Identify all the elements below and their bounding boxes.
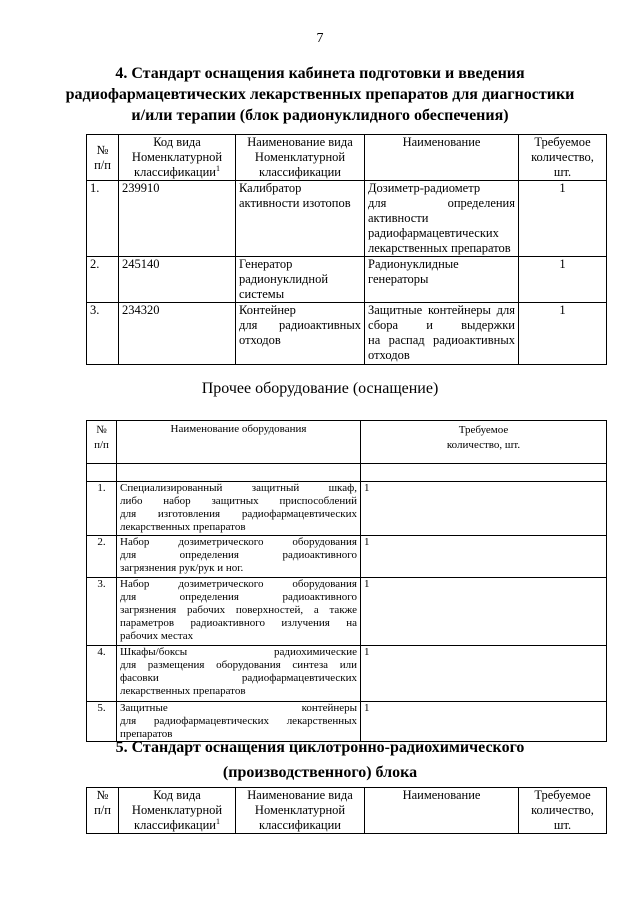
cell-qty: 1 bbox=[361, 702, 607, 742]
header-text bbox=[122, 165, 232, 180]
header-text: Наименование вида bbox=[247, 788, 353, 802]
cell-text: Набор дозиметрического оборудования bbox=[120, 536, 357, 548]
cell-text: радиофармацевтических bbox=[368, 226, 499, 240]
cell-num: 3. bbox=[87, 303, 119, 365]
header-text: классификации bbox=[259, 818, 341, 832]
cell-text: лекарственных препаратов bbox=[120, 521, 246, 533]
table-row bbox=[87, 578, 607, 646]
header-text: Номенклатурной bbox=[131, 803, 223, 817]
header-text: количество, bbox=[531, 150, 594, 164]
other-equipment-title: Прочее оборудование (оснащение) bbox=[201, 380, 439, 397]
header-text: Номенклатурной bbox=[131, 150, 223, 164]
cell-qty: 1 bbox=[361, 646, 607, 702]
section4-title-line: 4. Стандарт оснащения кабинета подготовки и введения bbox=[115, 65, 525, 82]
cell-num: 2. bbox=[87, 536, 117, 578]
cell-text: активности bbox=[368, 211, 429, 225]
cell-text: сбора и выдержки bbox=[368, 318, 515, 332]
cell-name bbox=[117, 536, 361, 578]
cell-text: Шкафы/боксы радиохимические bbox=[120, 646, 357, 658]
section4-table bbox=[86, 134, 607, 365]
table-header-row bbox=[87, 788, 607, 834]
table-row bbox=[87, 536, 607, 578]
header-text: Требуемое bbox=[458, 424, 509, 436]
header-text: № bbox=[96, 788, 109, 802]
header-text: Номенклатурной bbox=[254, 150, 346, 164]
cell-text: для определения bbox=[368, 196, 515, 210]
header-text: классификации bbox=[134, 818, 216, 832]
header-text: шт. bbox=[553, 818, 572, 832]
cell-name bbox=[117, 646, 361, 702]
cell-qty: 1 bbox=[361, 536, 607, 578]
section5-title bbox=[0, 737, 640, 783]
header-text: Требуемое bbox=[534, 135, 591, 149]
other-equipment-table bbox=[86, 420, 607, 742]
cell-text: Калибратор bbox=[239, 181, 302, 195]
cell-text: Защитные контейнеры bbox=[120, 702, 357, 714]
cell-kind bbox=[236, 303, 365, 365]
header-code bbox=[119, 135, 236, 181]
cell-name bbox=[365, 181, 519, 257]
cell-text: Специализированный защитный шкаф, bbox=[120, 482, 357, 494]
header-code bbox=[119, 788, 236, 834]
cell-qty: 1 bbox=[519, 257, 607, 303]
header-name-kind bbox=[236, 788, 365, 834]
cell-text: Дозиметр-радиометр bbox=[368, 181, 481, 195]
cell-text: фасовки радиофармацевтических bbox=[120, 672, 357, 684]
header-text: классификации bbox=[134, 165, 216, 179]
cell-qty: 1 bbox=[519, 181, 607, 257]
cell-text: рабочих местах bbox=[120, 630, 194, 642]
header-qty bbox=[519, 135, 607, 181]
cell-text: генераторы bbox=[368, 272, 429, 286]
cell-text: Защитные контейнеры для bbox=[368, 303, 515, 317]
cell-name bbox=[365, 257, 519, 303]
header-text: № bbox=[96, 142, 109, 157]
header-name: Наименование оборудования bbox=[117, 421, 361, 464]
cell-kind bbox=[236, 181, 365, 257]
header-qty bbox=[361, 421, 607, 464]
cell-text: отходов bbox=[368, 348, 410, 362]
cell-name bbox=[117, 578, 361, 646]
cell-text: Радионуклидные bbox=[368, 257, 459, 271]
cell-text: на распад радиоактивных bbox=[368, 333, 515, 347]
cell-text: системы bbox=[239, 287, 285, 301]
cell-text: Контейнер bbox=[239, 303, 296, 317]
table-row bbox=[87, 181, 607, 257]
cell-code: 245140 bbox=[119, 257, 236, 303]
header-text: Код вида bbox=[153, 788, 201, 802]
cell-name bbox=[117, 482, 361, 536]
header-text: шт. bbox=[553, 165, 572, 179]
cell-num: 4. bbox=[87, 646, 117, 702]
cell-text: Набор дозиметрического оборудования bbox=[120, 578, 357, 590]
footnote-mark: 1 bbox=[215, 816, 220, 826]
header-text: № bbox=[96, 424, 107, 436]
cell-text: для определения радиоактивного bbox=[120, 591, 357, 603]
cell-text: для определения радиоактивного bbox=[120, 549, 357, 561]
footnote-mark: 1 bbox=[215, 163, 220, 173]
cell-text: загрязнения рук/рук и ног. bbox=[120, 562, 244, 574]
header-text: Номенклатурной bbox=[254, 803, 346, 817]
cell-text: для изготовления радиофармацевтических bbox=[120, 508, 357, 520]
cell-num: 2. bbox=[87, 257, 119, 303]
header-name: Наименование bbox=[365, 788, 519, 834]
table-header-row bbox=[87, 421, 607, 464]
cell-text: отходов bbox=[239, 333, 281, 347]
cell-name bbox=[117, 702, 361, 742]
cell-qty: 1 bbox=[519, 303, 607, 365]
section4-title-line: радиофармацевтических лекарственных препаратов для диагностики bbox=[65, 86, 575, 103]
cell-num: 1. bbox=[87, 181, 119, 257]
cell-code: 239910 bbox=[119, 181, 236, 257]
table-row bbox=[87, 702, 607, 742]
section4-title bbox=[0, 63, 640, 126]
header-text: п/п bbox=[94, 803, 111, 817]
table-row bbox=[87, 482, 607, 536]
cell-text: радионуклидной bbox=[239, 272, 329, 286]
cell-text: лекарственных препаратов bbox=[368, 241, 511, 255]
table-row bbox=[87, 303, 607, 365]
header-name: Наименование bbox=[365, 135, 519, 181]
cell-text: активности изотопов bbox=[239, 196, 351, 210]
header-text: количество, шт. bbox=[446, 439, 521, 451]
cell-num: 5. bbox=[87, 702, 117, 742]
header-num bbox=[87, 788, 119, 834]
section4-title-line: и/или терапии (блок радионуклидного обеспечения) bbox=[131, 107, 509, 124]
header-text: Код вида bbox=[153, 135, 201, 149]
table-row bbox=[87, 257, 607, 303]
page-number: 7 bbox=[316, 31, 324, 46]
section5-table bbox=[86, 787, 607, 834]
header-num bbox=[87, 135, 119, 181]
cell-text: параметров радиоактивного излучения на bbox=[120, 617, 357, 629]
header-text: п/п bbox=[94, 157, 111, 172]
section5-title-line: (производственного) блока bbox=[222, 764, 418, 781]
cell-text: препаратов bbox=[120, 728, 173, 740]
table-header-row bbox=[87, 135, 607, 181]
header-num bbox=[87, 421, 117, 464]
cell-text: либо набор защитных приспособлений bbox=[120, 495, 357, 507]
section5-title-line: 5. Стандарт оснащения циклотронно-радиохимического bbox=[115, 739, 525, 756]
header-name-kind bbox=[236, 135, 365, 181]
header-text: Наименование вида bbox=[247, 135, 353, 149]
cell-text: Генератор bbox=[239, 257, 293, 271]
header-text: классификации bbox=[259, 165, 341, 179]
cell-num: 3. bbox=[87, 578, 117, 646]
cell-text: для размещения оборудования синтеза или bbox=[120, 659, 357, 671]
header-text: количество, bbox=[531, 803, 594, 817]
cell-num: 1. bbox=[87, 482, 117, 536]
cell-code: 234320 bbox=[119, 303, 236, 365]
header-text: Требуемое bbox=[534, 788, 591, 802]
cell-text: загрязнения рабочих поверхностей, а также bbox=[120, 604, 357, 616]
cell-qty: 1 bbox=[361, 482, 607, 536]
header-text: п/п bbox=[94, 439, 109, 451]
cell-text: для радиоактивных bbox=[239, 318, 361, 332]
cell-qty: 1 bbox=[361, 578, 607, 646]
header-qty bbox=[519, 788, 607, 834]
cell-text: для радиофармацевтических лекарственных bbox=[120, 715, 357, 727]
cell-text: лекарственных препаратов bbox=[120, 685, 246, 697]
table-row bbox=[87, 646, 607, 702]
cell-name bbox=[365, 303, 519, 365]
spacer-row bbox=[87, 464, 607, 482]
cell-kind bbox=[236, 257, 365, 303]
header-text bbox=[122, 818, 232, 833]
